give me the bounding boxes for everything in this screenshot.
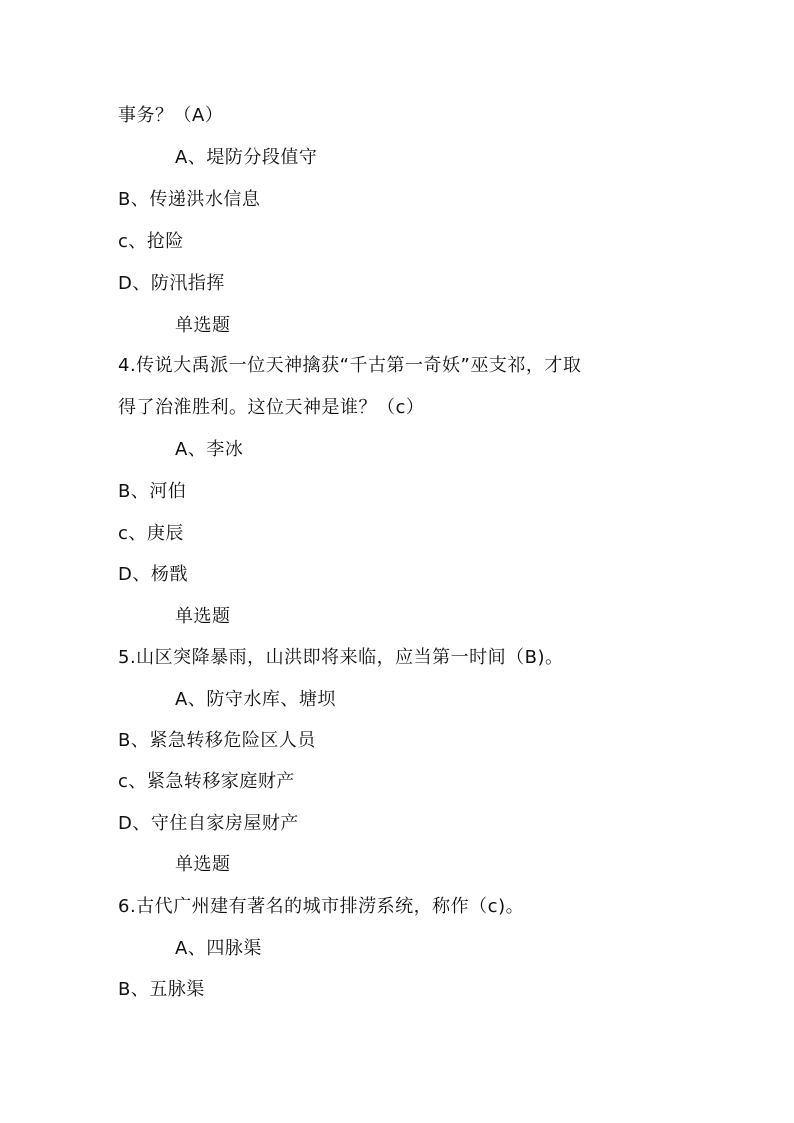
q6-option-a: A、四脉渠 xyxy=(175,938,262,959)
question-4-line-2: 得了治淮胜利。这位天神是谁？（c） xyxy=(118,397,425,418)
question-3-continuation: 事务？（A） xyxy=(118,105,224,126)
q3-option-a: A、堤防分段值守 xyxy=(175,147,318,168)
q5-type-label: 单选题 xyxy=(175,606,231,627)
q4-option-b: B、河伯 xyxy=(118,481,187,502)
q6-option-b: B、五脉渠 xyxy=(118,979,205,1000)
q4-type-label: 单选题 xyxy=(175,315,231,336)
question-6: 6.古代广州建有著名的城市排涝系统，称作（c)。 xyxy=(118,896,525,917)
q3-option-b: B、传递洪水信息 xyxy=(118,189,261,210)
q5-option-b: B、紧急转移危险区人员 xyxy=(118,730,316,751)
question-4-line-1: 4.传说大禹派一位天神擒获“千古第一奇妖”巫支祁，才取 xyxy=(118,355,582,376)
q5-option-c: c、紧急转移家庭财产 xyxy=(118,771,295,792)
q5-option-a: A、防守水库、塘坝 xyxy=(175,689,336,710)
q3-option-c: c、抢险 xyxy=(118,231,184,252)
q6-type-label: 单选题 xyxy=(175,854,231,875)
q4-option-c: c、庚辰 xyxy=(118,523,184,544)
q3-option-d: D、防汛指挥 xyxy=(118,273,225,294)
q4-option-d: D、杨戬 xyxy=(118,564,188,585)
q4-option-a: A、李冰 xyxy=(175,439,244,460)
q5-option-d: D、守住自家房屋财产 xyxy=(118,813,299,834)
question-5: 5.山区突降暴雨，山洪即将来临，应当第一时间（B)。 xyxy=(118,647,564,668)
